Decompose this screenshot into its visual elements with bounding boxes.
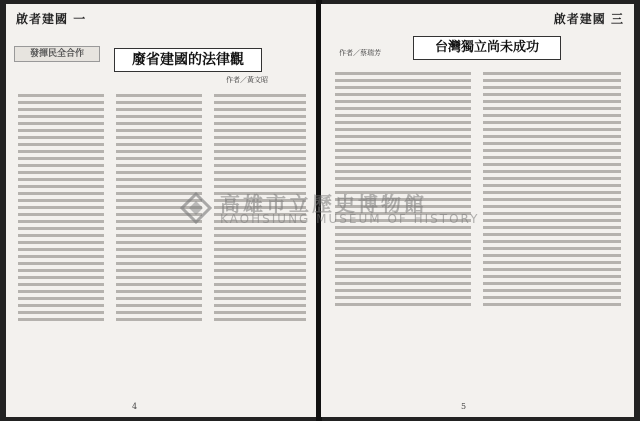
left-page-header	[16, 10, 86, 27]
right-page-number: 5	[461, 402, 467, 411]
right-header-text: 啟者建國	[553, 12, 606, 26]
right-author-label: 作者／	[339, 49, 360, 57]
left-column-1	[18, 90, 104, 325]
left-page	[6, 4, 317, 417]
left-author: 黃文昭	[247, 76, 268, 84]
left-column-3	[214, 90, 306, 325]
right-author: 蔡瑞芳	[360, 49, 381, 57]
right-article-title: 台灣獨立尚未成功	[413, 36, 561, 60]
watermark-english: KAOHSIUNG MUSEUM OF HISTORY	[220, 212, 480, 226]
left-author-label: 作者／	[226, 76, 247, 84]
right-page	[321, 4, 634, 417]
left-byline	[226, 75, 268, 85]
right-byline	[339, 48, 381, 58]
left-page-number: 4	[132, 402, 138, 411]
faded-title: 發揮民全合作	[14, 46, 100, 62]
watermark-chinese: 高雄市立歷史博物館	[220, 192, 427, 216]
left-column-2	[116, 90, 202, 325]
right-header-mark: 三	[610, 12, 624, 26]
right-page-header	[554, 10, 624, 27]
left-header-text: 啟者建國	[16, 12, 69, 26]
right-column-1	[335, 68, 471, 310]
left-header-mark: 一	[73, 12, 87, 26]
left-article-title: 廢省建國的法律觀	[114, 48, 262, 72]
right-column-2	[483, 68, 621, 310]
